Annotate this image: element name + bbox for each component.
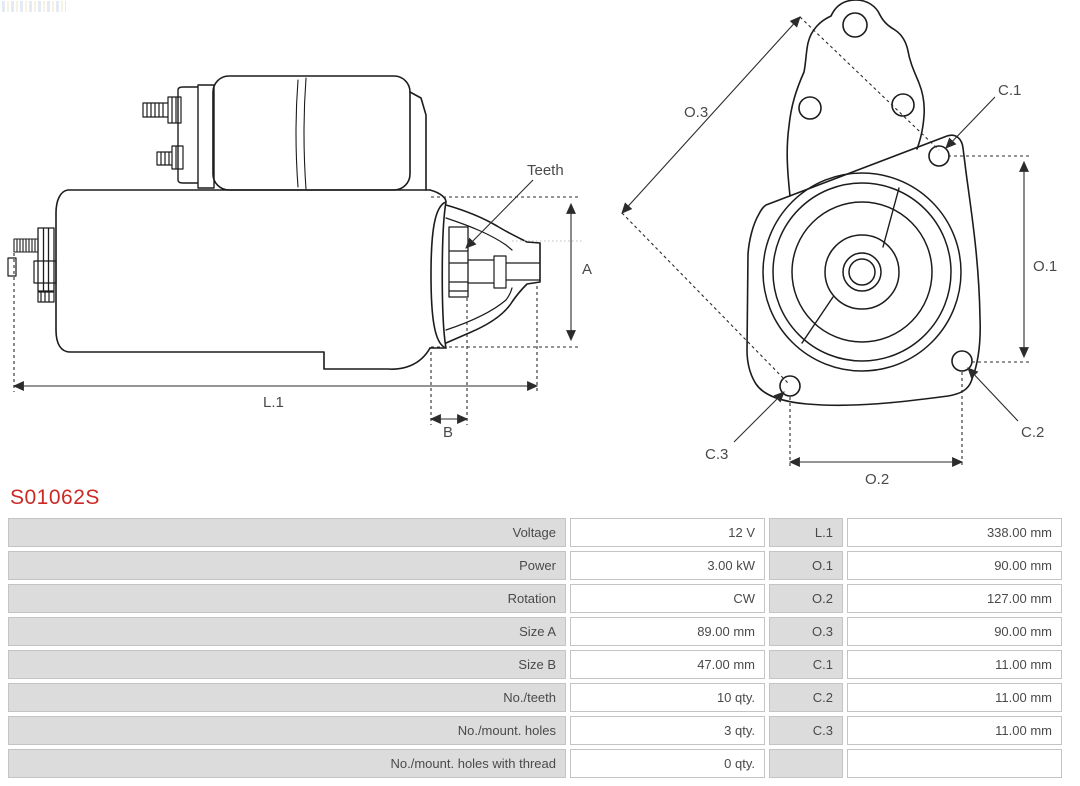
spec-label: No./mount. holes with thread (8, 749, 566, 778)
dim-o2-extension-lines (790, 372, 962, 468)
dim-label: C.3 (769, 716, 843, 745)
c2-leader-line (968, 368, 1018, 421)
dim-b-extension-lines (431, 298, 467, 425)
teeth-leader-line (466, 180, 533, 248)
drive-housing-outline (446, 205, 540, 343)
drive-band (430, 190, 446, 348)
solenoid-lower-terminal (157, 146, 183, 169)
spec-value: 0 qty. (570, 749, 765, 778)
spec-value: 3 qty. (570, 716, 765, 745)
dim-label: C.1 (769, 650, 843, 679)
head-top-hole (843, 13, 867, 37)
pinion-teeth (449, 227, 468, 297)
spec-value: 10 qty. (570, 683, 765, 712)
dim-value: 90.00 mm (847, 617, 1062, 646)
side-view-dimensions (14, 180, 584, 425)
solenoid-right-bracket (410, 92, 426, 190)
spec-value: 12 V (570, 518, 765, 547)
dim-l1-label: L.1 (263, 394, 284, 411)
concentric-circles (763, 173, 961, 371)
teeth-label: Teeth (527, 162, 564, 179)
spec-value: 89.00 mm (570, 617, 765, 646)
part-number: S01062S (10, 486, 100, 509)
dim-b-label: B (443, 424, 454, 441)
dim-value (847, 749, 1062, 778)
dim-l1-extension-lines (14, 253, 537, 392)
dim-o3-arrow (622, 17, 800, 213)
solenoid-weld-lines (296, 78, 306, 189)
c3-leader-line (734, 392, 784, 442)
spec-label: Voltage (8, 518, 566, 547)
dim-a-label: A (582, 261, 593, 278)
spec-label: Rotation (8, 584, 566, 613)
circle-ring2 (773, 183, 951, 361)
dim-c3-label: C.3 (705, 446, 729, 463)
solenoid-body (213, 76, 410, 190)
solenoid-end-caps (178, 85, 214, 188)
dim-label: O.3 (769, 617, 843, 646)
starter-front-view (747, 0, 980, 405)
dim-label: C.2 (769, 683, 843, 712)
spec-label: No./mount. holes (8, 716, 566, 745)
starter-side-view (8, 76, 540, 369)
circle-ring3 (792, 202, 932, 342)
dim-value: 338.00 mm (847, 518, 1062, 547)
circle-shaft-bore (849, 259, 875, 285)
circle-ring4 (825, 235, 899, 309)
solenoid-upper-terminal (143, 97, 181, 123)
dim-o2-label: O.2 (865, 471, 890, 488)
dim-value: 90.00 mm (847, 551, 1062, 580)
spec-value: 3.00 kW (570, 551, 765, 580)
dim-c2-label: C.2 (1021, 424, 1045, 441)
dim-o1-label: O.1 (1033, 258, 1058, 275)
dim-o3-label: O.3 (684, 104, 709, 121)
spec-value: 47.00 mm (570, 650, 765, 679)
dim-c1-label: C.1 (998, 82, 1022, 99)
dim-value: 11.00 mm (847, 716, 1062, 745)
dim-value: 127.00 mm (847, 584, 1062, 613)
motor-body-outline (56, 190, 430, 369)
spec-table (8, 518, 1062, 778)
head-right-hole (892, 94, 914, 116)
dim-label: O.2 (769, 584, 843, 613)
head-left-hole (799, 97, 821, 119)
spec-label: Power (8, 551, 566, 580)
front-view-dimensions (622, 17, 1030, 468)
c1-leader-line (946, 97, 995, 148)
dim-label (769, 749, 843, 778)
mount-hole-c2 (952, 351, 972, 371)
dim-value: 11.00 mm (847, 683, 1062, 712)
dim-label: L.1 (769, 518, 843, 547)
rear-hex-nut (38, 228, 54, 291)
mount-hole-c1 (929, 146, 949, 166)
dim-value: 11.00 mm (847, 650, 1062, 679)
rear-terminal-thread (14, 239, 38, 252)
dim-label: O.1 (769, 551, 843, 580)
spec-label: Size A (8, 617, 566, 646)
spec-value: CW (570, 584, 765, 613)
spec-label: Size B (8, 650, 566, 679)
flange-outline (747, 135, 980, 405)
spec-label: No./teeth (8, 683, 566, 712)
